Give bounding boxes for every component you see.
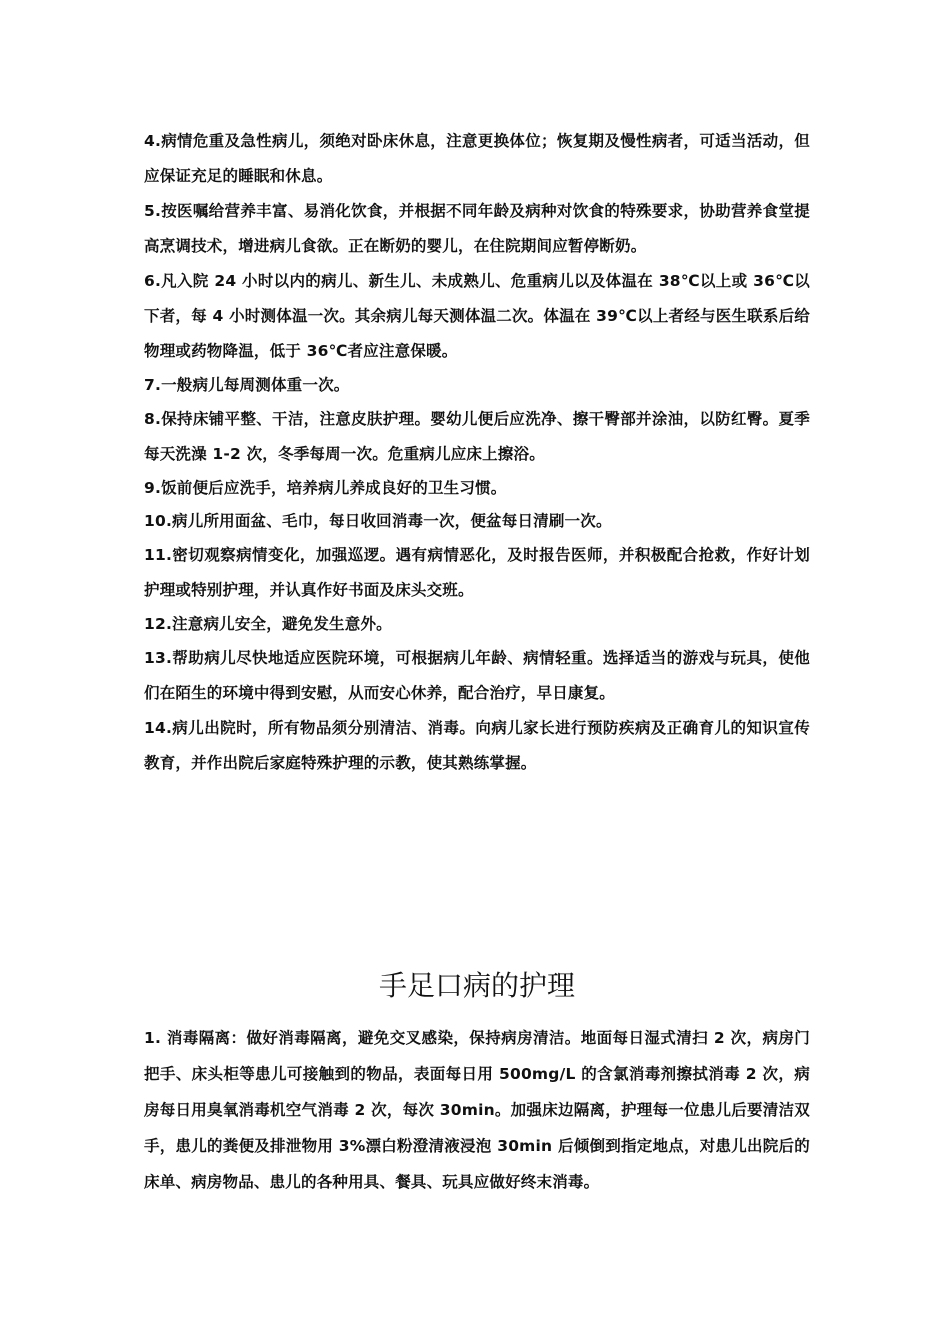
section-body [144, 1020, 810, 1200]
list-item: 12.注意病儿安全，避免发生意外。 [144, 615, 392, 633]
section-paragraph: 1. 消毒隔离：做好消毒隔离，避免交叉感染，保持病房清洁。地面每日湿式清扫 2 次，病房门把手、床头柜等患儿可接触到的物品，表面每日用 500mg/L 的含氯消毒剂擦拭消毒 2 次，病房每日用臭氧消毒机空气消毒 2 次，每次 30min。加强床边隔离，护理每一位患儿后要清洁双手，患儿的粪便及排泄物用 3%漂白粉澄清液浸泡 30min 后倾倒到指定地点，对患儿出院后的床单、病房物品、患儿的各种用具、餐具、玩具应做好终末消毒。 [144, 1029, 810, 1191]
list-item: 11.密切观察病情变化，加强巡逻。遇有病情恶化，及时报告医师，并积极配合抢救，作好计划护理或特别护理，并认真作好书面及床头交班。 [144, 546, 810, 599]
list-item: 13.帮助病儿尽快地适应医院环境，可根据病儿年龄、病情轻重。选择适当的游戏与玩具，使他们在陌生的环境中得到安慰，从而安心休养，配合治疗，早日康复。 [144, 649, 810, 702]
list-item: 9.饭前便后应洗手，培养病儿养成良好的卫生习惯。 [144, 479, 507, 497]
list-item: 7.一般病儿每周测体重一次。 [144, 376, 350, 394]
nursing-rules-list [144, 124, 810, 781]
list-item: 4.病情危重及急性病儿，须绝对卧床休息，注意更换体位；恢复期及慢性病者，可适当活动，但应保证充足的睡眠和休息。 [144, 132, 810, 185]
list-item: 5.按医嘱给营养丰富、易消化饮食，并根据不同年龄及病种对饮食的特殊要求，协助营养食堂提高烹调技术，增进病儿食欲。正在断奶的婴儿，在住院期间应暂停断奶。 [144, 202, 810, 255]
section-title: 手足口病的护理 [378, 969, 575, 1002]
list-item: 14.病儿出院时，所有物品须分别清洁、消毒。向病儿家长进行预防疾病及正确育儿的知识宣传教育，并作出院后家庭特殊护理的示教，使其熟练掌握。 [144, 719, 810, 772]
list-item: 10.病儿所用面盆、毛巾，每日收回消毒一次，便盆每日清刷一次。 [144, 512, 612, 530]
list-item: 6.凡入院 24 小时以内的病儿、新生儿、未成熟儿、危重病儿以及体温在 38℃以上或 36℃以下者，每 4 小时测体温一次。其余病儿每天测体温二次。体温在 39℃以上者经与医生联系后给物理或药物降温，低于 36℃者应注意保暖。 [144, 272, 810, 360]
list-item: 8.保持床铺平整、干洁，注意皮肤护理。婴幼儿便后应洗净、擦干臀部并涂油，以防红臀。夏季每天洗澡 1-2 次，冬季每周一次。危重病儿应床上擦浴。 [144, 410, 810, 463]
